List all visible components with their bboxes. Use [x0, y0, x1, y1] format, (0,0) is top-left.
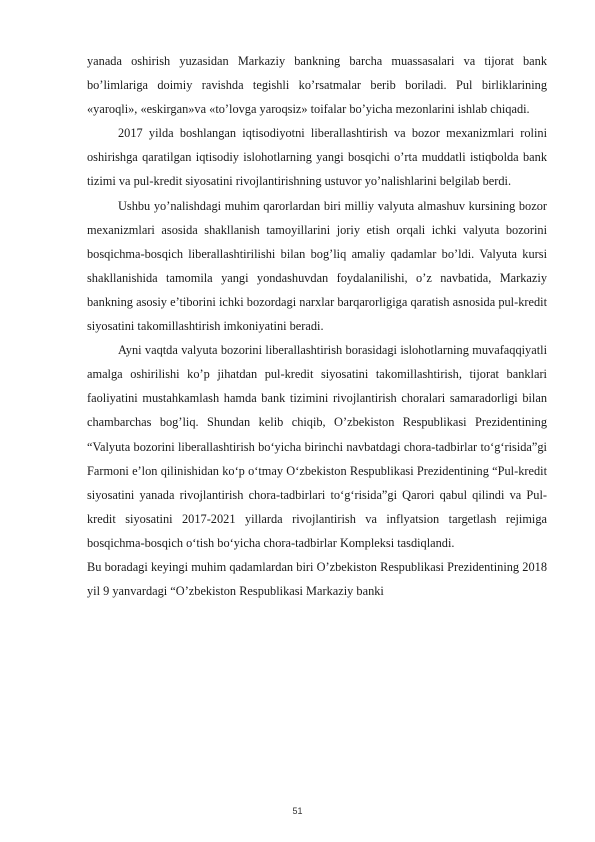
paragraph-4: Ayni vaqtda valyuta bozorini liberallashtirish borasidagi islohotlarning muvafaqqiyatli amalga oshirilishi ko’p jihatdan pul-kredit siyosatini takomillashtirish, tijorat banklari faoliyatini mustahkamlash hamda bank tizimini rivojlantirish choralari samaradorligi bilan chambarchas bog’liq. Shundan kelib chiqib, O’zbekiston Respublikasi Prezidentining “Valyuta bozorini liberallashtirish bo‘yicha birinchi navbatdagi chora-tadbirlar to‘g‘risida”gi Farmoni e’lon qilinishidan ko‘p o‘tmay O‘zbekiston Respublikasi Prezidentining “Pul-kredit siyosatini yanada rivojlantirish chora-tadbirlari to‘g‘risida”gi Qarori qabul qilindi va Pul-kredit siyosatini 2017-2021 yillarda rivojlantirish va inflyatsion targetlash rejimiga bosqichma-bosqich o‘tish bo‘yicha chora-tadbirlar Kompleksi tasdiqlandi.: [87, 343, 547, 550]
paragraph-1: yanada oshirish yuzasidan Markaziy bankning barcha muassasalari va tijorat bank bo’limlariga doimiy ravishda tegishli ko’rsatmalar berib boriladi. Pul birliklarining «yaroqli», «eskirgan»va «to’lovga yaroqsiz» toifalar bo’yicha mezonlarini ishlab chiqadi.: [87, 54, 547, 117]
page-number: 51: [292, 806, 303, 816]
paragraph-2: 2017 yilda boshlangan iqtisodiyotni liberallashtirish va bozor mexanizmlari rolini oshirishga qaratilgan iqtisodiy islohotlarning yangi bosqichi o’rta muddatli istiqbolda bank tizimi va pul-kredit siyosatini rivojlantirishning ustuvor yo’nalishlarini belgilab berdi.: [87, 126, 547, 189]
paragraph-3: Ushbu yo’nalishdagi muhim qarorlardan biri milliy valyuta almashuv kursining bozor mexanizmlari asosida shakllanish tamoyillarini joriy etish orqali ichki valyuta bozorini bosqichma-bosqich liberallashtirilishi bilan bog’liq amaliy qadamlar bo’ldi. Valyuta kursi shakllanishida tamomila yangi yondashuvdan foydalanilishi, o’z navbatida, Markaziy bankning asosiy e’tiborini ichki bozordagi narxlar barqarorligiga qaratish asnosida pul-kredit siyosatini takomillashtirish imkoniyatini beradi.: [87, 198, 547, 334]
body-text: [87, 49, 547, 603]
paragraph-5: Bu boradagi keyingi muhim qadamlardan biri O’zbekiston Respublikasi Prezidentining 2018 yil 9 yanvardagi “O’zbekiston Respublikasi Markaziy banki: [87, 559, 547, 599]
